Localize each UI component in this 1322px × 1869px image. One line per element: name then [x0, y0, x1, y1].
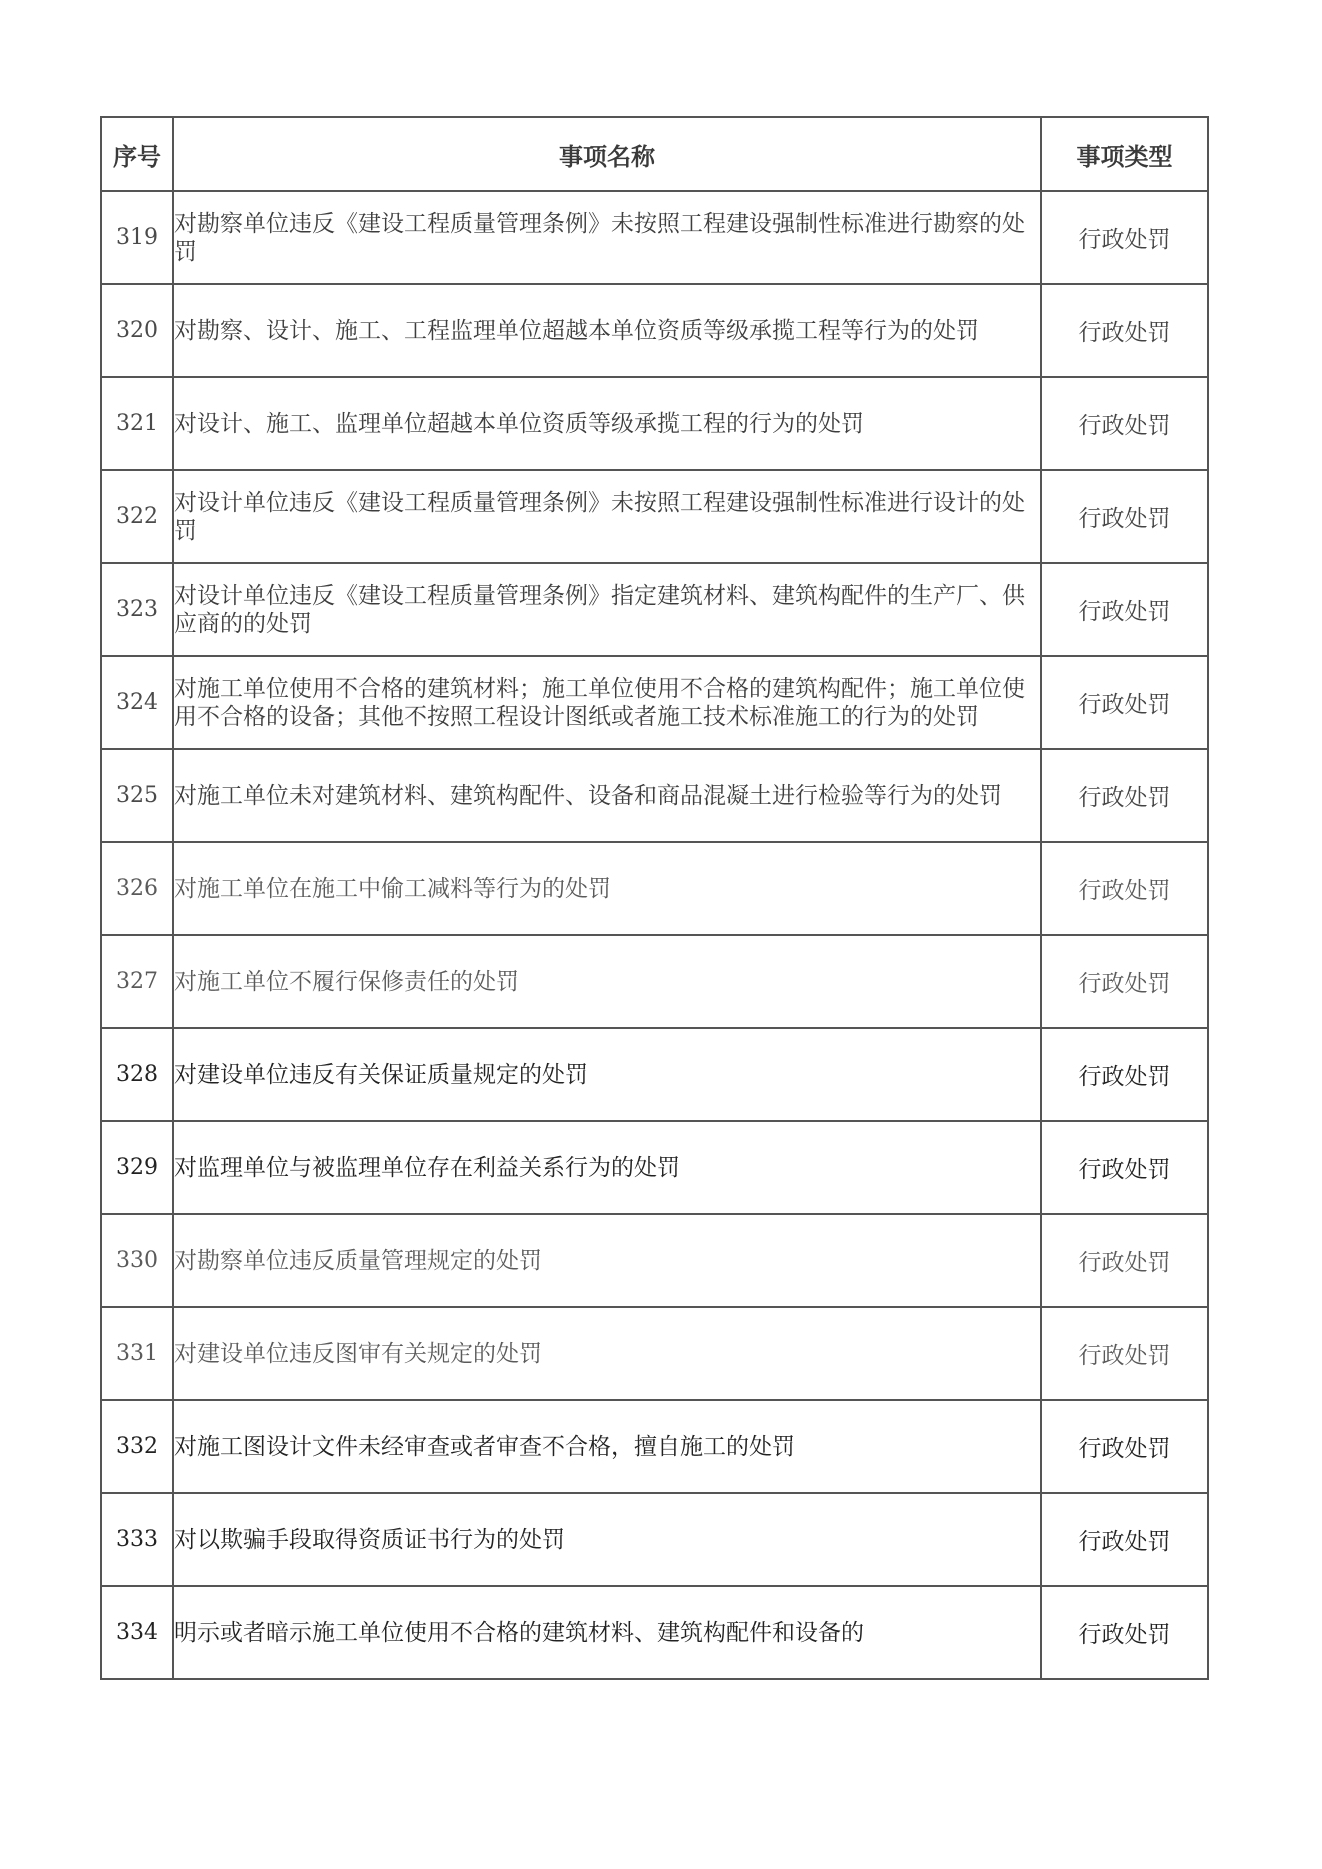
items-table: [100, 116, 1209, 1680]
row-type: 行政处罚: [1041, 191, 1208, 284]
row-type: 行政处罚: [1041, 749, 1208, 842]
row-no: 332: [101, 1400, 173, 1493]
row-type: 行政处罚: [1041, 563, 1208, 656]
row-name: 对设计单位违反《建设工程质量管理条例》指定建筑材料、建筑构配件的生产厂、供应商的的处罚: [173, 563, 1041, 656]
row-no: 327: [101, 935, 173, 1028]
row-no: 326: [101, 842, 173, 935]
table-row: [101, 1028, 1208, 1121]
row-type: 行政处罚: [1041, 935, 1208, 1028]
table-row: [101, 656, 1208, 749]
row-type: 行政处罚: [1041, 1121, 1208, 1214]
row-type: 行政处罚: [1041, 1400, 1208, 1493]
row-no: 319: [101, 191, 173, 284]
row-type: 行政处罚: [1041, 1493, 1208, 1586]
table-row: [101, 1121, 1208, 1214]
row-no: 329: [101, 1121, 173, 1214]
table-row: [101, 749, 1208, 842]
row-type: 行政处罚: [1041, 1028, 1208, 1121]
row-name: 对勘察单位违反质量管理规定的处罚: [173, 1214, 1041, 1307]
row-type: 行政处罚: [1041, 1307, 1208, 1400]
row-no: 322: [101, 470, 173, 563]
row-name: 对勘察单位违反《建设工程质量管理条例》未按照工程建设强制性标准进行勘察的处罚: [173, 191, 1041, 284]
row-no: 334: [101, 1586, 173, 1679]
table-row: [101, 284, 1208, 377]
row-name: 对设计、施工、监理单位超越本单位资质等级承揽工程的行为的处罚: [173, 377, 1041, 470]
table-row: [101, 1400, 1208, 1493]
table-row: [101, 1307, 1208, 1400]
row-name: 对监理单位与被监理单位存在利益关系行为的处罚: [173, 1121, 1041, 1214]
row-name: 对施工单位在施工中偷工减料等行为的处罚: [173, 842, 1041, 935]
row-name: 对施工图设计文件未经审查或者审查不合格，擅自施工的处罚: [173, 1400, 1041, 1493]
table-row: [101, 1586, 1208, 1679]
row-no: 325: [101, 749, 173, 842]
row-type: 行政处罚: [1041, 842, 1208, 935]
row-name: 对施工单位不履行保修责任的处罚: [173, 935, 1041, 1028]
table-row: [101, 935, 1208, 1028]
table-header-row: [101, 117, 1208, 191]
row-name: 对以欺骗手段取得资质证书行为的处罚: [173, 1493, 1041, 1586]
table-row: [101, 470, 1208, 563]
row-name: 明示或者暗示施工单位使用不合格的建筑材料、建筑构配件和设备的: [173, 1586, 1041, 1679]
document-page: [100, 116, 1207, 1680]
row-type: 行政处罚: [1041, 1214, 1208, 1307]
row-type: 行政处罚: [1041, 377, 1208, 470]
row-name: 对施工单位未对建筑材料、建筑构配件、设备和商品混凝土进行检验等行为的处罚: [173, 749, 1041, 842]
row-no: 328: [101, 1028, 173, 1121]
row-name: 对施工单位使用不合格的建筑材料；施工单位使用不合格的建筑构配件；施工单位使用不合格的设备；其他不按照工程设计图纸或者施工技术标准施工的行为的处罚: [173, 656, 1041, 749]
table-row: [101, 563, 1208, 656]
row-name: 对建设单位违反有关保证质量规定的处罚: [173, 1028, 1041, 1121]
row-no: 331: [101, 1307, 173, 1400]
row-name: 对建设单位违反图审有关规定的处罚: [173, 1307, 1041, 1400]
row-name: 对设计单位违反《建设工程质量管理条例》未按照工程建设强制性标准进行设计的处罚: [173, 470, 1041, 563]
row-type: 行政处罚: [1041, 656, 1208, 749]
header-name: 事项名称: [173, 117, 1041, 191]
row-no: 323: [101, 563, 173, 656]
header-no: 序号: [101, 117, 173, 191]
table-row: [101, 842, 1208, 935]
row-no: 324: [101, 656, 173, 749]
table-row: [101, 1214, 1208, 1307]
row-no: 321: [101, 377, 173, 470]
row-no: 330: [101, 1214, 173, 1307]
table-row: [101, 191, 1208, 284]
row-type: 行政处罚: [1041, 1586, 1208, 1679]
table-row: [101, 1493, 1208, 1586]
table-row: [101, 377, 1208, 470]
row-type: 行政处罚: [1041, 470, 1208, 563]
header-type: 事项类型: [1041, 117, 1208, 191]
row-type: 行政处罚: [1041, 284, 1208, 377]
row-no: 333: [101, 1493, 173, 1586]
row-name: 对勘察、设计、施工、工程监理单位超越本单位资质等级承揽工程等行为的处罚: [173, 284, 1041, 377]
row-no: 320: [101, 284, 173, 377]
